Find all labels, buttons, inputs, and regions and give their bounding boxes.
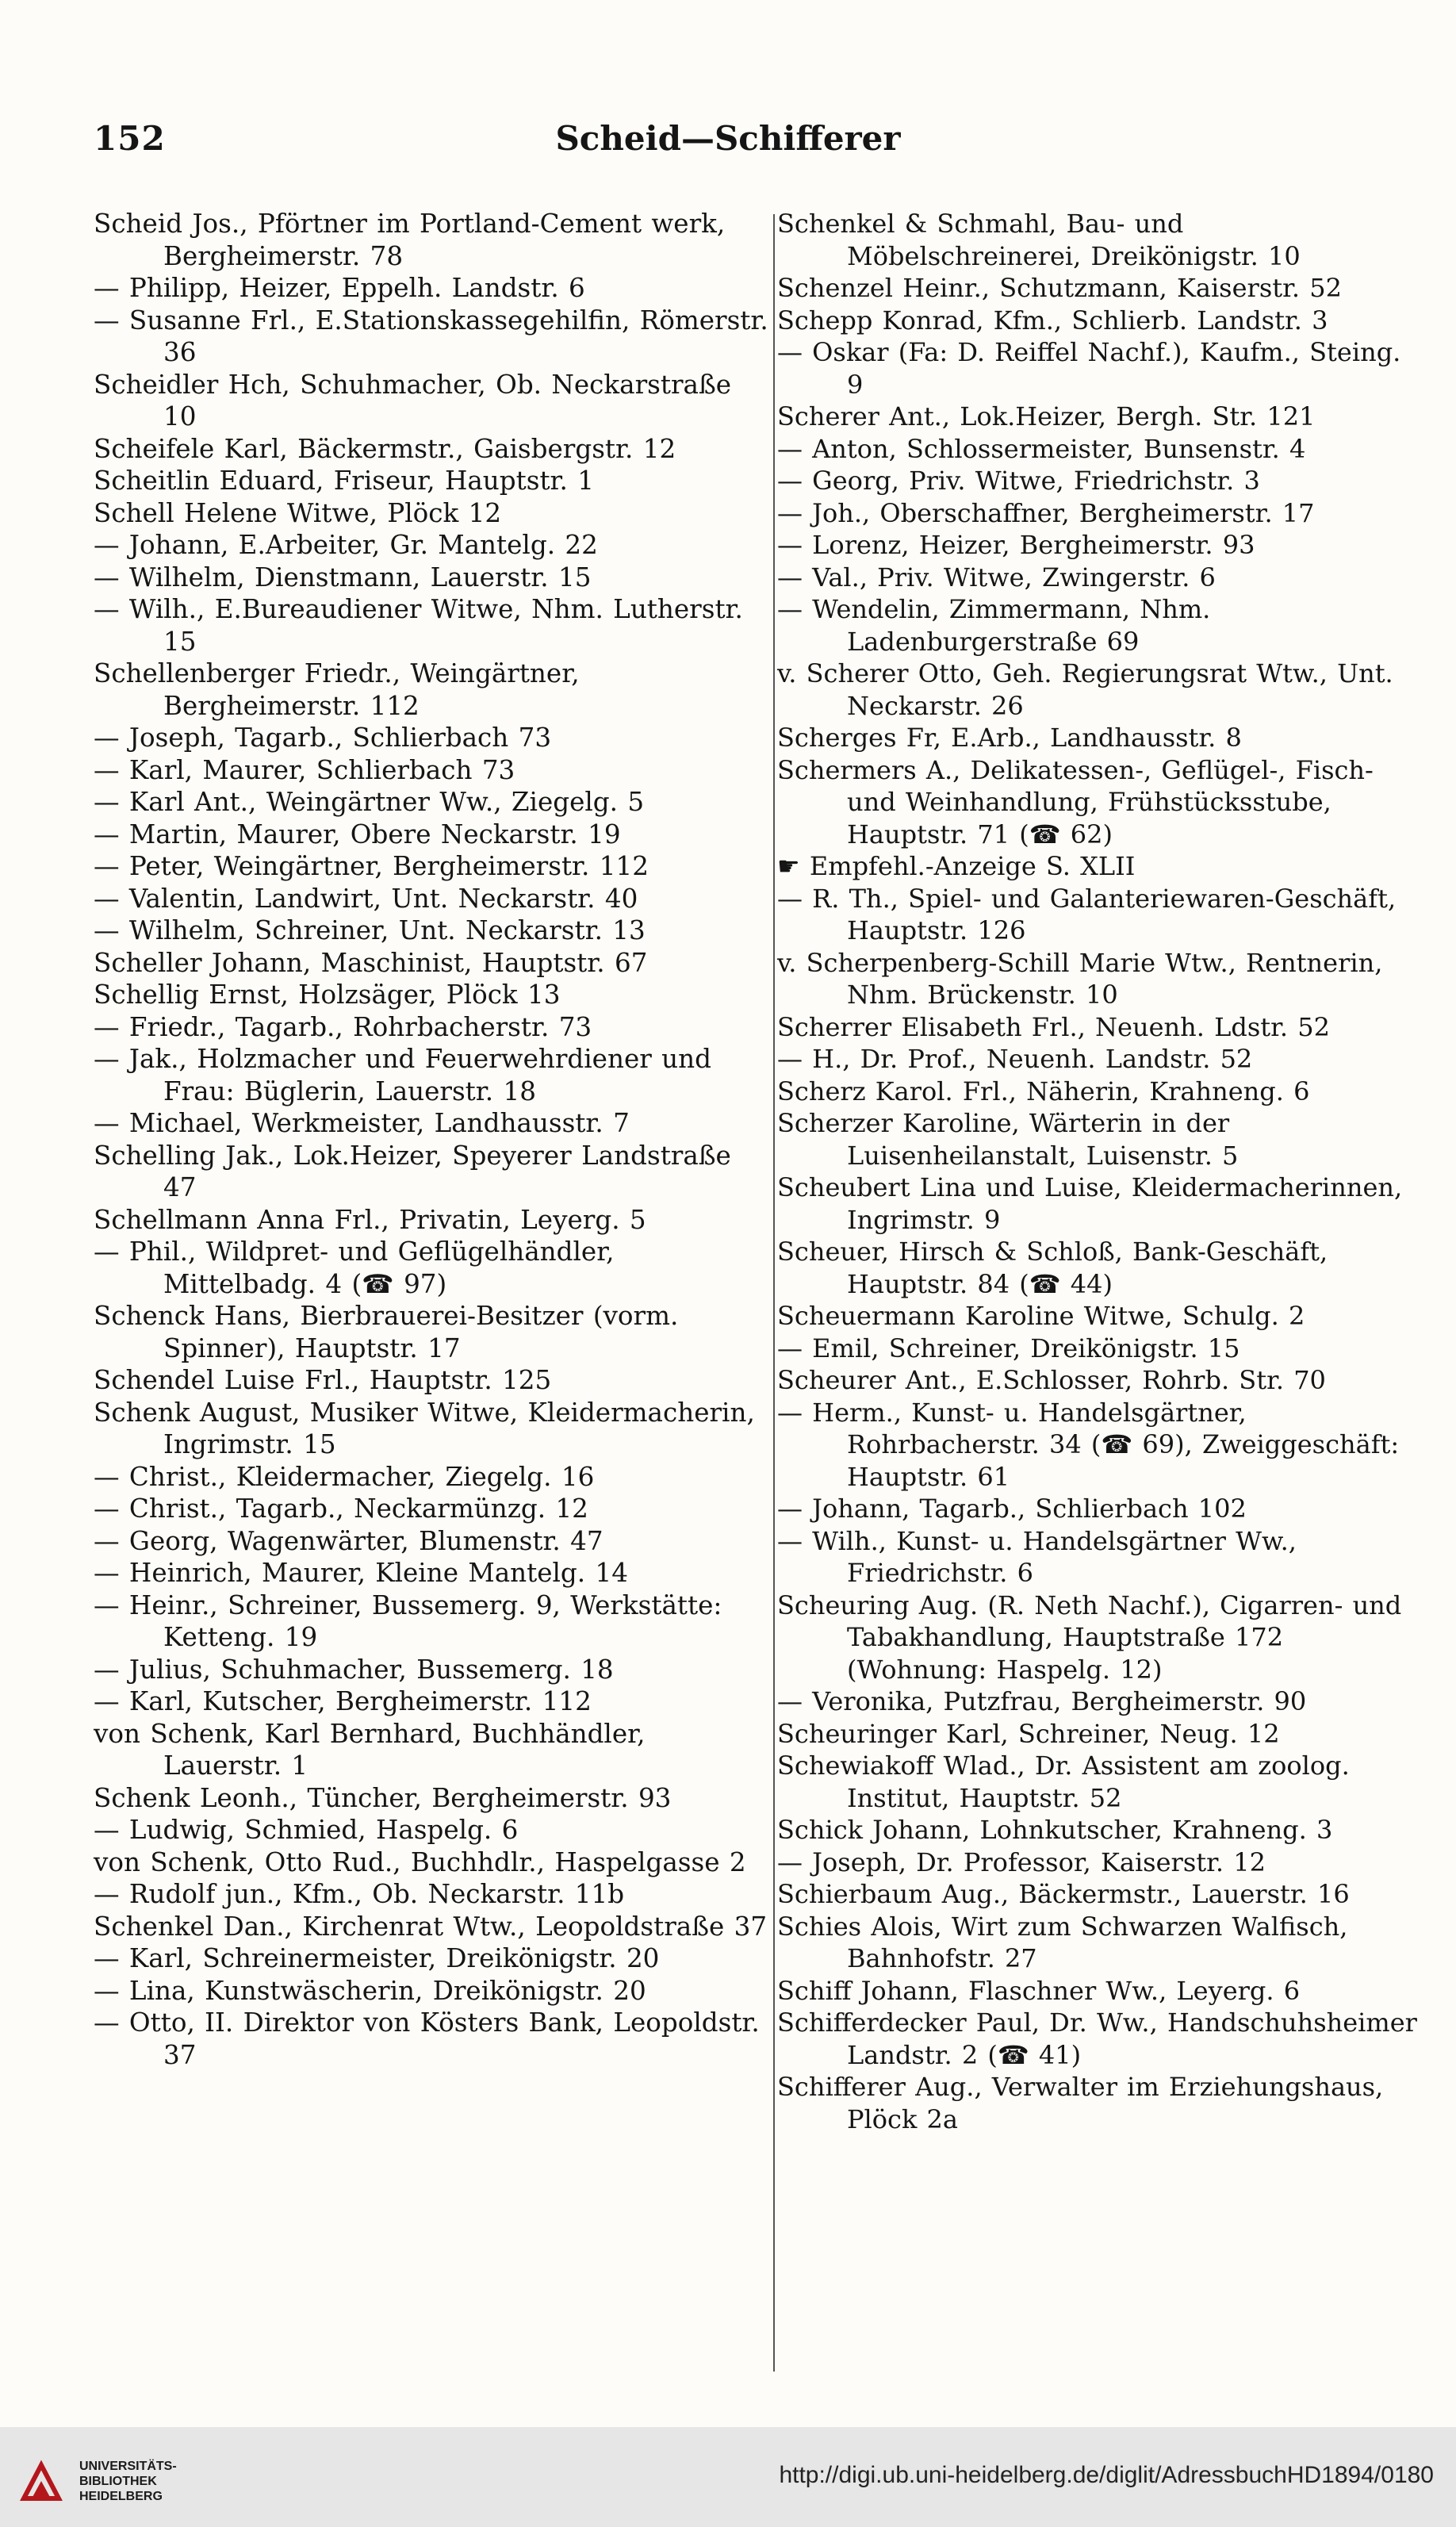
directory-entry: Schenzel Heinr., Schutzmann, Kaiserstr. 52 [777, 273, 1342, 303]
directory-entry: — Christ., Tagarb., Neckarmünzg. 12 [94, 1494, 588, 1524]
directory-entry: Scheubert Lina und Luise, Kleidermacherinnen, Ingrimstr. 9 [777, 1172, 1403, 1235]
directory-entry: Schenk August, Musiker Witwe, Kleidermacherin, Ingrimstr. 15 [94, 1397, 755, 1459]
directory-entry: Scherer Ant., Lok.Heizer, Bergh. Str. 121 [777, 401, 1316, 431]
directory-entry: — Martin, Maurer, Obere Neckarstr. 19 [94, 819, 621, 849]
directory-entry: von Schenk, Otto Rud., Buchhdlr., Haspelgasse 2 [94, 1846, 746, 1877]
right-column [777, 208, 1421, 2381]
directory-entry: — Philipp, Heizer, Eppelh. Landstr. 6 [94, 273, 585, 303]
library-name-line: HEIDELBERG [79, 2490, 163, 2503]
directory-entry: Schenkel Dan., Kirchenrat Wtw., Leopoldstraße 37 [94, 1911, 768, 1942]
directory-entry: — Joseph, Tagarb., Schlierbach 73 [94, 723, 552, 753]
directory-entry: — Wilh., Kunst- u. Handelsgärtner Ww., Friedrichstr. 6 [777, 1525, 1297, 1588]
directory-entry: Schellmann Anna Frl., Privatin, Leyerg. 5 [94, 1204, 646, 1235]
directory-entry: — R. Th., Spiel- und Galanteriewaren-Geschäft, Hauptstr. 126 [777, 883, 1397, 945]
directory-entry: — Lina, Kunstwäscherin, Dreikönigstr. 20 [94, 1975, 646, 2006]
directory-entry: — Karl, Maurer, Schlierbach 73 [94, 754, 515, 785]
directory-entry: — Karl, Kutscher, Bergheimerstr. 112 [94, 1686, 592, 1716]
page-number: 152 [94, 119, 166, 158]
directory-entry: Schifferer Aug., Verwalter im Erziehungshaus, Plöck 2a [777, 2072, 1384, 2134]
page-header [0, 119, 1456, 174]
directory-entry: — Valentin, Landwirt, Unt. Neckarstr. 40 [94, 883, 638, 914]
directory-entry: — Veronika, Putzfrau, Bergheimerstr. 90 [777, 1686, 1307, 1716]
directory-entry: Scheidler Hch, Schuhmacher, Ob. Neckarstraße 10 [94, 369, 731, 431]
directory-entry: Schepp Konrad, Kfm., Schlierb. Landstr. 3 [777, 305, 1328, 336]
library-name-line: UNIVERSITÄTS- [79, 2460, 177, 2473]
directory-entry: — Karl Ant., Weingärtner Ww., Ziegelg. 5 [94, 787, 645, 817]
directory-entry: — Herm., Kunst- u. Handelsgärtner, Rohrbacherstr. 34 (☎ 69), Zweiggeschäft: Hauptstr. 61 [777, 1397, 1400, 1492]
directory-entry: Schelling Jak., Lok.Heizer, Speyerer Landstraße 47 [94, 1140, 731, 1202]
directory-entry: — Val., Priv. Witwe, Zwingerstr. 6 [777, 562, 1216, 592]
directory-entry: Schewiakoff Wlad., Dr. Assistent am zoolog. Institut, Hauptstr. 52 [777, 1750, 1350, 1813]
directory-entry: — Susanne Frl., E.Stationskassegehilfin, Römerstr. 36 [94, 305, 768, 367]
column-divider [773, 214, 775, 2372]
directory-entry: Schellenberger Friedr., Weingärtner, Bergheimerstr. 112 [94, 658, 580, 721]
directory-entry: Scheuring Aug. (R. Neth Nachf.), Cigarren- und Tabakhandlung, Hauptstraße 172 (Wohnung: Haspelg. 12) [777, 1589, 1402, 1685]
directory-entry: — Emil, Schreiner, Dreikönigstr. 15 [777, 1333, 1240, 1363]
directory-entry: Scherz Karol. Frl., Näherin, Krahneng. 6 [777, 1076, 1310, 1106]
directory-entry: Schifferdecker Paul, Dr. Ww., Handschuhsheimer Landstr. 2 (☎ 41) [777, 2007, 1417, 2070]
directory-entry: Scherrer Elisabeth Frl., Neuenh. Ldstr. 52 [777, 1011, 1330, 1042]
directory-entry: v. Scherer Otto, Geh. Regierungsrat Wtw., Unt. Neckarstr. 26 [777, 658, 1393, 721]
directory-entry: — Michael, Werkmeister, Landhausstr. 7 [94, 1108, 630, 1138]
directory-entry: Scheid Jos., Pförtner im Portland-Cement werk, Bergheimerstr. 78 [94, 209, 726, 271]
library-name-line: BIBLIOTHEK [79, 2475, 157, 2488]
directory-entry: — Ludwig, Schmied, Haspelg. 6 [94, 1815, 519, 1845]
directory-entry: — Christ., Kleidermacher, Ziegelg. 16 [94, 1461, 595, 1492]
directory-entry: ☛ Empfehl.-Anzeige S. XLII [777, 851, 1136, 881]
directory-entry: v. Scherpenberg-Schill Marie Wtw., Rentnerin, Nhm. Brückenstr. 10 [777, 947, 1383, 1010]
directory-entry: Schermers A., Delikatessen-, Geflügel-, Fisch- und Weinhandlung, Frühstücksstube, Hauptstr. 71 (☎ 62) [777, 754, 1374, 849]
directory-entry: Scheuringer Karl, Schreiner, Neug. 12 [777, 1718, 1280, 1749]
directory-entry: — Anton, Schlossermeister, Bunsenstr. 4 [777, 433, 1306, 464]
directory-entry: Schendel Luise Frl., Hauptstr. 125 [94, 1365, 552, 1395]
directory-entry: Schenkel & Schmahl, Bau- und Möbelschreinerei, Dreikönigstr. 10 [777, 209, 1301, 271]
directory-entry: — Georg, Priv. Witwe, Friedrichstr. 3 [777, 466, 1260, 496]
directory-entry: Scheurer Ant., E.Schlosser, Rohrb. Str. 70 [777, 1365, 1326, 1395]
directory-entry: — Jak., Holzmacher und Feuerwehrdiener und Frau: Büglerin, Lauerstr. 18 [94, 1044, 711, 1106]
directory-entry: Scheuer, Hirsch & Schloß, Bank-Geschäft, Hauptstr. 84 (☎ 44) [777, 1237, 1328, 1299]
directory-entry: Scheitlin Eduard, Friseur, Hauptstr. 1 [94, 466, 594, 496]
directory-entry: — Julius, Schuhmacher, Bussemerg. 18 [94, 1654, 614, 1685]
viewer-footer [0, 2427, 1456, 2527]
source-url[interactable]: http://digi.ub.uni-heidelberg.de/diglit/AdressbuchHD1894/0180 [779, 2462, 1434, 2488]
directory-entry: — Heinrich, Maurer, Kleine Mantelg. 14 [94, 1558, 628, 1588]
running-head: Scheid—Schifferer [555, 119, 901, 158]
directory-entry: — Wilhelm, Dienstmann, Lauerstr. 15 [94, 562, 592, 592]
directory-entry: Scheller Johann, Maschinist, Hauptstr. 67 [94, 947, 648, 978]
directory-entry: — Phil., Wildpret- und Geflügelhändler, Mittelbadg. 4 (☎ 97) [94, 1237, 615, 1299]
directory-entry: Schick Johann, Lohnkutscher, Krahneng. 3 [777, 1815, 1333, 1845]
directory-entry: — Peter, Weingärtner, Bergheimerstr. 112 [94, 851, 649, 881]
directory-entry: Schellig Ernst, Holzsäger, Plöck 13 [94, 980, 561, 1010]
directory-entry: — Wilhelm, Schreiner, Unt. Neckarstr. 13 [94, 915, 646, 945]
directory-entry: Schenk Leonh., Tüncher, Bergheimerstr. 93 [94, 1782, 672, 1813]
directory-entry: Schiff Johann, Flaschner Ww., Leyerg. 6 [777, 1975, 1301, 2006]
directory-entry: — Wendelin, Zimmermann, Nhm. Ladenburgerstraße 69 [777, 594, 1211, 657]
directory-entry: Schies Alois, Wirt zum Schwarzen Walfisch, Bahnhofstr. 27 [777, 1911, 1348, 1973]
directory-entry: — Wilh., E.Bureaudiener Witwe, Nhm. Lutherstr. 15 [94, 594, 743, 657]
directory-entry: — Johann, E.Arbeiter, Gr. Mantelg. 22 [94, 530, 598, 560]
directory-entry: — Lorenz, Heizer, Bergheimerstr. 93 [777, 530, 1255, 560]
directory-entry: Scheifele Karl, Bäckermstr., Gaisbergstr. 12 [94, 433, 676, 464]
directory-entry: — Oskar (Fa: D. Reiffel Nachf.), Kaufm., Steing. 9 [777, 337, 1401, 400]
directory-entry: — Joh., Oberschaffner, Bergheimerstr. 17 [777, 497, 1315, 528]
directory-entry: — Heinr., Schreiner, Bussemerg. 9, Werkstätte: Ketteng. 19 [94, 1589, 722, 1652]
directory-entry: — Friedr., Tagarb., Rohrbacherstr. 73 [94, 1011, 592, 1042]
directory-entry: — Karl, Schreinermeister, Dreikönigstr. 20 [94, 1943, 660, 1973]
directory-entry: Scheuermann Karoline Witwe, Schulg. 2 [777, 1301, 1305, 1331]
directory-entry: — Rudolf jun., Kfm., Ob. Neckarstr. 11b [94, 1879, 625, 1909]
directory-entry: Scherges Fr, E.Arb., Landhausstr. 8 [777, 723, 1242, 753]
directory-entry: Schierbaum Aug., Bäckermstr., Lauerstr. 16 [777, 1879, 1350, 1909]
directory-entry: — Joseph, Dr. Professor, Kaiserstr. 12 [777, 1846, 1266, 1877]
directory-entry: — Otto, II. Direktor von Kösters Bank, Leopoldstr. 37 [94, 2007, 760, 2070]
directory-entry: — H., Dr. Prof., Neuenh. Landstr. 52 [777, 1044, 1253, 1074]
directory-entry: Schell Helene Witwe, Plöck 12 [94, 497, 502, 528]
directory-entry: — Georg, Wagenwärter, Blumenstr. 47 [94, 1525, 603, 1556]
library-logo-icon [17, 2459, 65, 2503]
left-column [94, 208, 769, 2381]
directory-entry: — Johann, Tagarb., Schlierbach 102 [777, 1494, 1247, 1524]
directory-entry: Schenck Hans, Bierbrauerei-Besitzer (vorm. Spinner), Hauptstr. 17 [94, 1301, 679, 1363]
library-name [79, 2459, 177, 2504]
directory-entry: Scherzer Karoline, Wärterin in der Luisenheilanstalt, Luisenstr. 5 [777, 1108, 1239, 1171]
directory-entry: von Schenk, Karl Bernhard, Buchhändler, Lauerstr. 1 [94, 1718, 646, 1781]
